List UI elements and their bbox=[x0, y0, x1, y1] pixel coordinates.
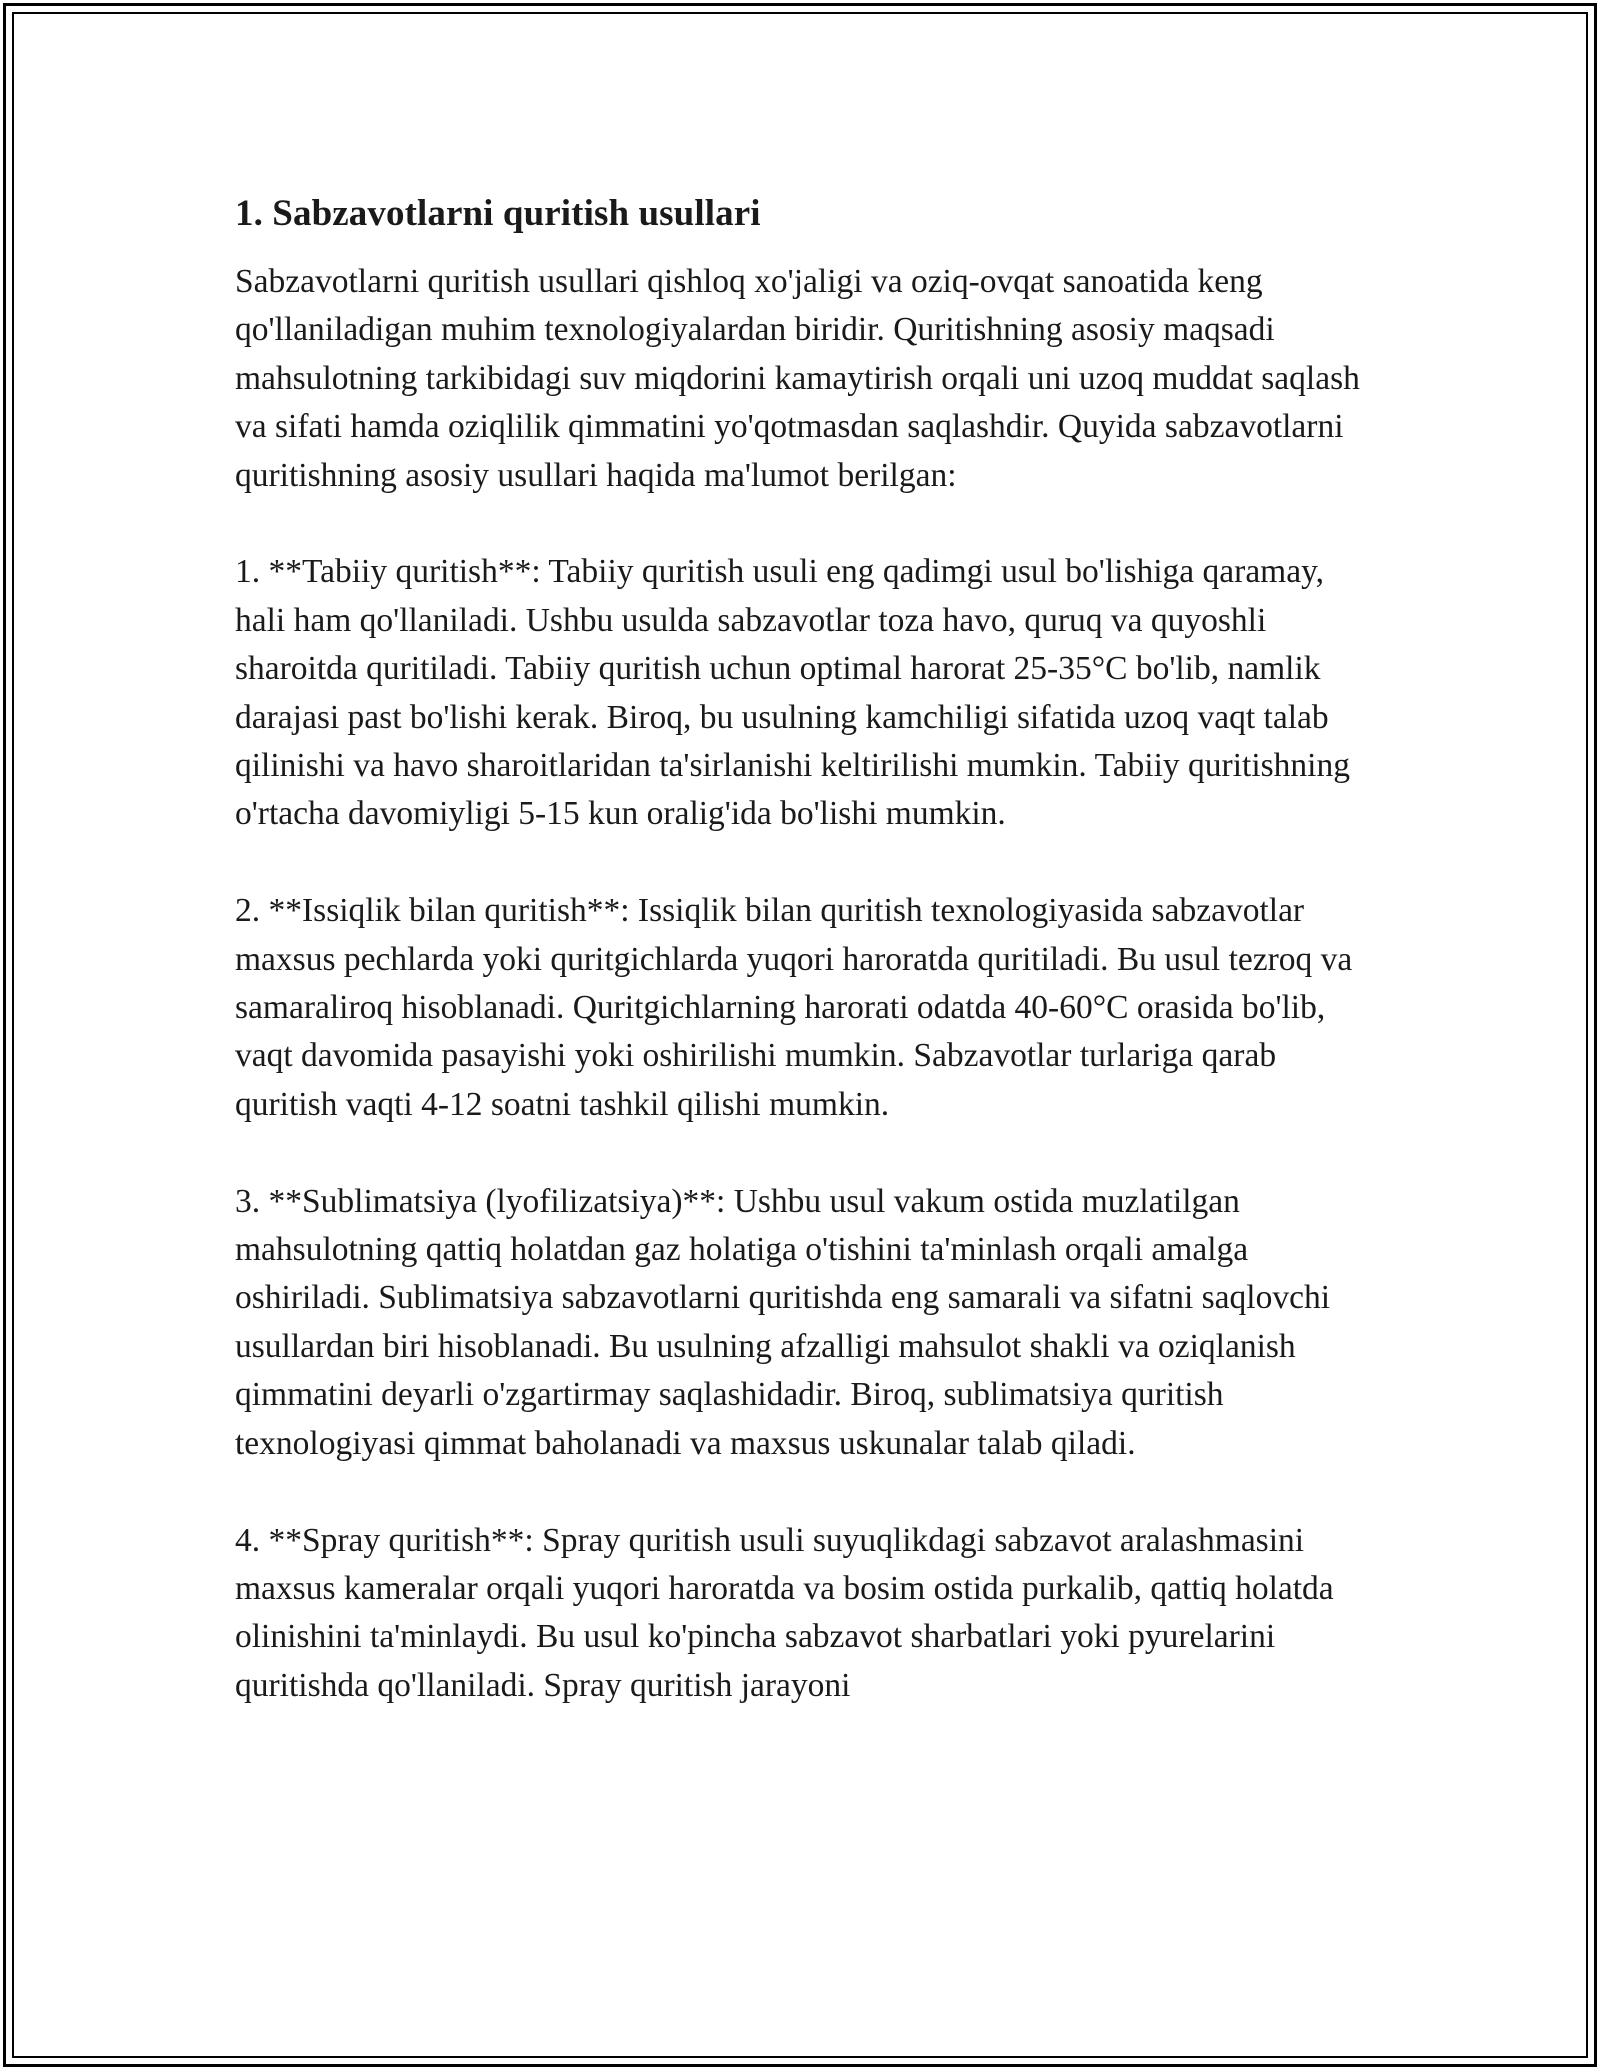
intro-paragraph: Sabzavotlarni quritish usullari qishloq xo'jaligi va oziq-ovqat sanoatida keng qo'llaniladigan muhim texnologiyalardan biridir. Quritishning asosiy maqsadi mahsulotning tarkibidagi suv miqdorini kamaytirish orqali uni uzoq muddat saqlash va sifati hamda oziqlilik qimmatini yo'qotmasdan saqlashdir. Quyida sabzavotlarni quritishning asosiy usullari haqida ma'lumot berilgan: bbox=[235, 263, 1360, 494]
method-heat-drying-paragraph: 2. **Issiqlik bilan quritish**: Issiqlik bilan quritish texnologiyasida sabzavotlar maxsus pechlarda yoki quritgichlarda yuqori haroratda quritiladi. Bu usul tezroq va samaraliroq hisoblanadi. Quritgichlarning harorati odatda 40-60°C orasida bo'lib, vaqt davomida pasayishi yoki oshirilishi mumkin. Sabzavotlar turlariga qarab quritish vaqti 4-12 soatni tashkil qilishi mumkin. bbox=[235, 892, 1353, 1123]
method-sublimation-paragraph: 3. **Sublimatsiya (lyofilizatsiya)**: Ushbu usul vakum ostida muzlatilgan mahsulotning qattiq holatdan gaz holatiga o'tishini ta'minlash orqali amalga oshiriladi. Sublimatsiya sabzavotlarni quritishda eng samarali va sifatni saqlovchi usullardan biri hisoblanadi. Bu usulning afzalligi mahsulot shakli va oziqlanish qimmatini deyarli o'zgartirmay saqlashidadir. Biroq, sublimatsiya quritish texnologiyasi qimmat baholanadi va maxsus uskunalar talab qiladi. bbox=[235, 1182, 1331, 1462]
method-spray-drying-paragraph: 4. **Spray quritish**: Spray quritish usuli suyuqlikdagi sabzavot aralashmasini maxsus kameralar orqali yuqori haroratda va bosim ostida purkalib, qattiq holatda olinishini ta'minlaydi. Bu usul ko'pincha sabzavot sharbatlari yoki pyurelarini quritishda qo'llaniladi. Spray quritish jarayoni bbox=[235, 1521, 1334, 1704]
method-natural-drying-paragraph: 1. **Tabiiy quritish**: Tabiiy quritish usuli eng qadimgi usul bo'lishiga qaramay, hali ham qo'llaniladi. Ushbu usulda sabzavotlar toza havo, quruq va quyoshli sharoitda quritiladi. Tabiiy quritish uchun optimal harorat 25-35°C bo'lib, namlik darajasi past bo'lishi kerak. Biroq, bu usulning kamchiligi sifatida uzoq vaqt talab qilinishi va havo sharoitlaridan ta'sirlanishi keltirilishi mumkin. Tabiiy quritishning o'rtacha davomiyligi 5-15 kun oralig'ida bo'lishi mumkin. bbox=[235, 553, 1350, 833]
document-body bbox=[235, 188, 1375, 1759]
document-title: 1. Sabzavotlarni quritish usullari bbox=[235, 193, 761, 234]
